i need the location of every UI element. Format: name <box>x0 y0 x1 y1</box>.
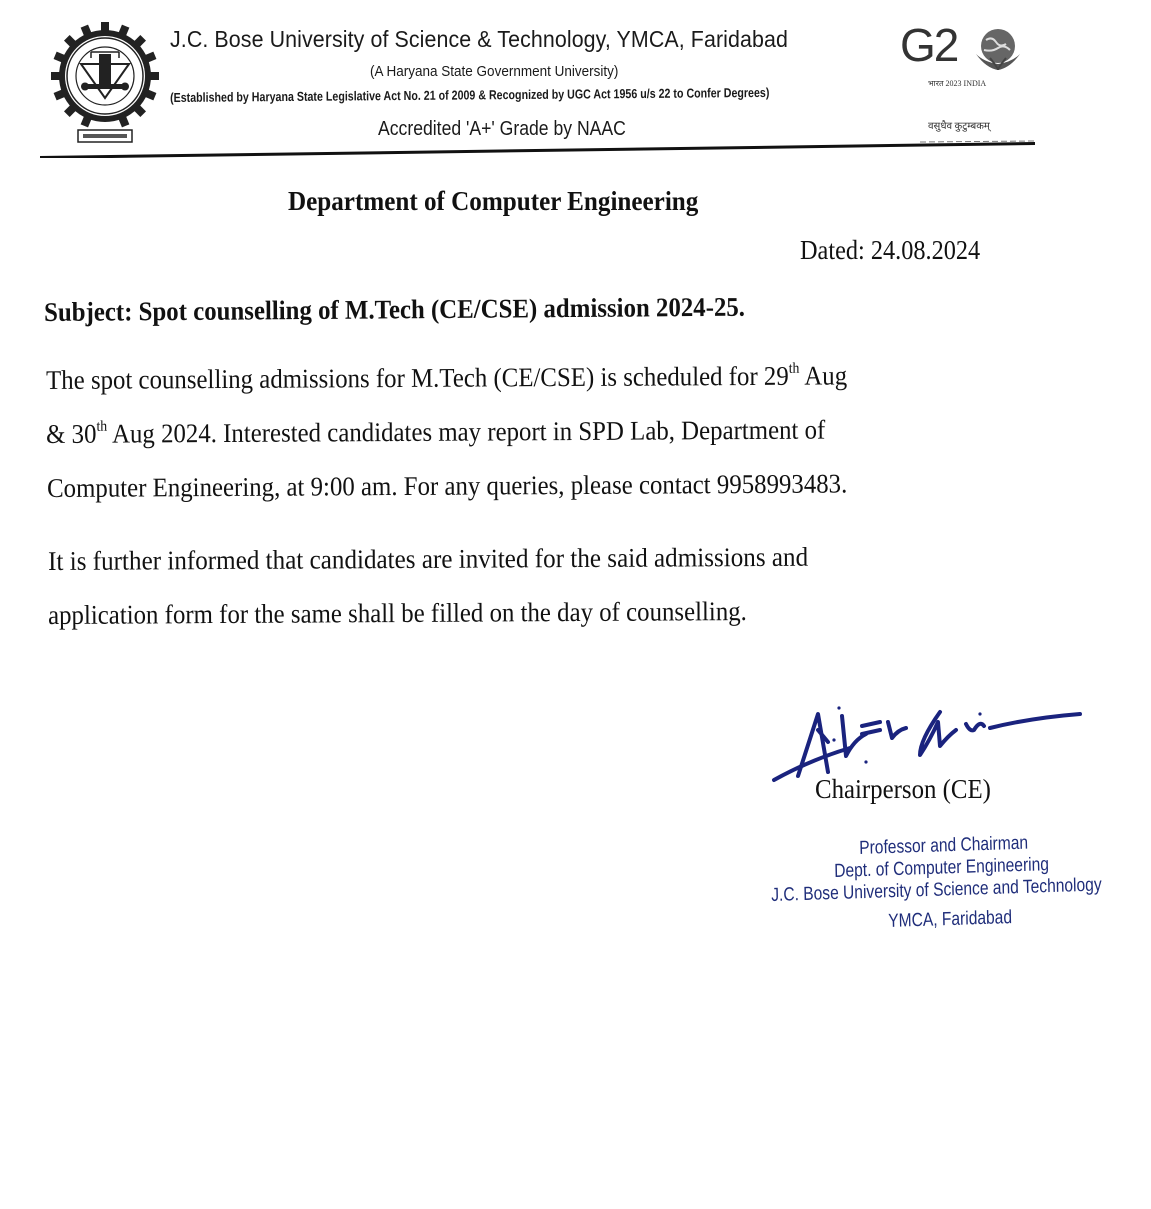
letterhead-divider <box>40 140 1035 158</box>
stamp-line: Professor and Chairman <box>859 832 1029 859</box>
university-emblem-icon <box>50 18 160 148</box>
ordinal-suffix: th <box>96 418 108 435</box>
stamp-line: YMCA, Faridabad <box>888 907 1013 932</box>
signatory-title: Chairperson (CE) <box>815 774 991 804</box>
paragraph-line <box>46 415 825 450</box>
stamp-line: Dept. of Computer Engineering <box>834 854 1050 882</box>
paragraph-line: application form for the same shall be filled on the day of counselling. <box>48 596 747 630</box>
notice-date: Dated: 24.08.2024 <box>800 235 981 265</box>
stamp-line: J.C. Bose University of Science and Technology <box>771 874 1102 906</box>
g20-text: G2 <box>900 19 958 71</box>
handwritten-signature-icon <box>770 700 1100 785</box>
text-span: The spot counselling admissions for M.Tech (CE/CSE) is scheduled for 29 <box>46 360 789 395</box>
text-span: Aug <box>799 360 848 391</box>
paragraph-line: Computer Engineering, at 9:00 am. For any queries, please contact 9958993483. <box>47 468 848 503</box>
paragraph-line <box>46 360 847 396</box>
university-name: J.C. Bose University of Science & Technology, YMCA, Faridabad <box>170 26 788 52</box>
g20-tagline: भारत 2023 INDIA <box>928 79 987 88</box>
department-heading: Department of Computer Engineering <box>288 186 699 216</box>
g20-lotus-globe-icon <box>972 24 1024 76</box>
text-span: Aug 2024. Interested candidates may report in SPD Lab, Department of <box>107 414 826 449</box>
university-subtitle: (A Haryana State Government University) <box>370 63 619 80</box>
establishment-note: (Established by Haryana State Legislative Act No. 21 of 2009 & Recognized by UGC Act 1956 u/s 22 to Confer Degrees) <box>170 84 770 105</box>
ordinal-suffix: th <box>788 360 800 377</box>
notice-subject: Subject: Spot counselling of M.Tech (CE/CSE) admission 2024-25. <box>44 291 746 327</box>
text-span: & 30 <box>46 418 97 449</box>
paragraph-line: It is further informed that candidates are invited for the said admissions and <box>48 541 809 576</box>
accreditation-note: Accredited 'A+' Grade by NAAC <box>378 118 626 140</box>
g20-motto: वसुधैव कुटुम्बकम् <box>928 121 990 132</box>
